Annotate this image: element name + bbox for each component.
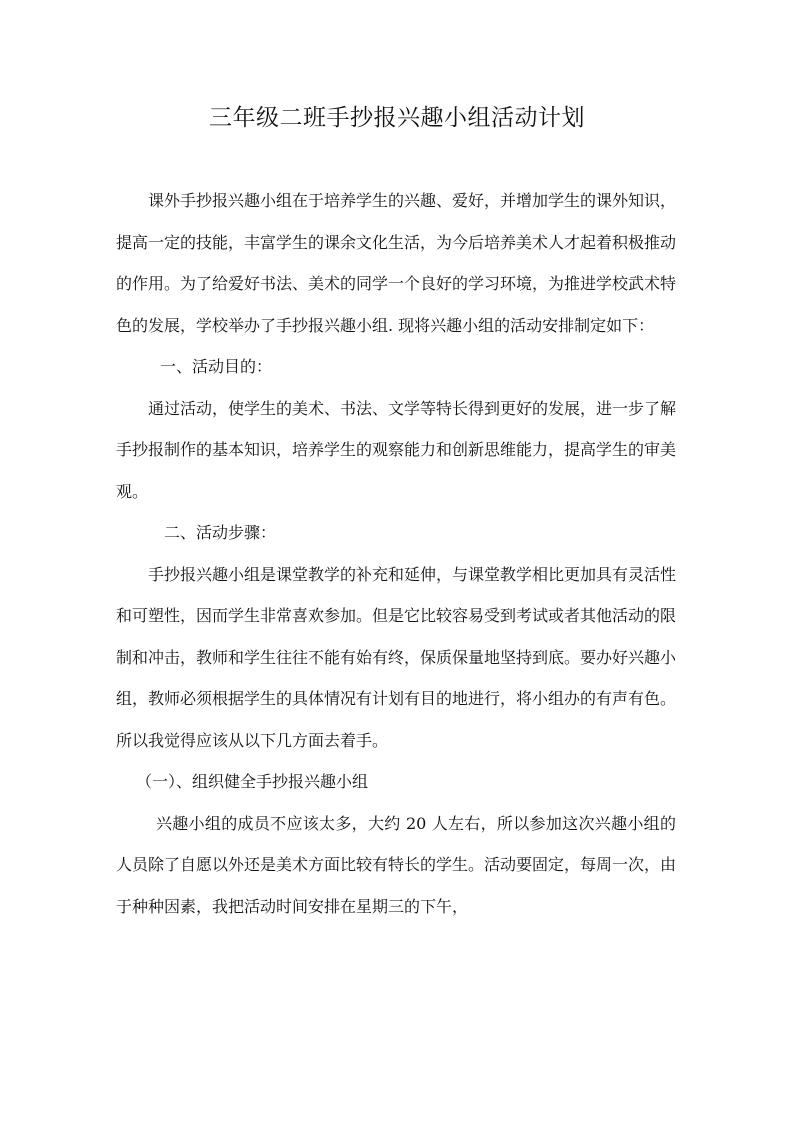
subsection-heading-organize: （一）、组织健全手抄报兴趣小组 <box>136 772 369 791</box>
subsection-body-organize: 兴趣小组的成员不应该太多，大约 20 人左右，所以参加这次兴趣小组的人员除了自愿以外还是美术方面比较有特长的学生。活动要固定，每周一次，由于种种因素，我把活动时间安排在星期三的下午， <box>116 813 677 916</box>
section-body-steps: 手抄报兴趣小组是课堂教学的补充和延伸，与课堂教学相比更加具有灵活性和可塑性，因而学生非常喜欢参加。但是它比较容易受到考试或者其他活动的限制和冲击，教师和学生往往不能有始有终，保质保量地坚持到底。要办好兴趣小组，教师必须根据学生的具体情况有计划有目的地进行，将小组办的有声有色。所以我觉得应该从以下几方面去着手。 <box>116 564 677 750</box>
intro-paragraph: 课外手抄报兴趣小组在于培养学生的兴趣、爱好，并增加学生的课外知识，提高一定的技能，丰富学生的课余文化生活，为今后培养美术人才起着积极推动的作用。为了给爱好书法、美术的同学一个良好的学习环境，为推进学校武术特色的发展，学校举办了手抄报兴趣小组. 现将兴趣小组的活动安排制定如下： <box>116 191 677 335</box>
document-title: 三年级二班手抄报兴趣小组活动计划 <box>209 105 585 131</box>
section-heading-steps: 二、活动步骤： <box>164 523 277 542</box>
document-body <box>116 180 676 927</box>
section-heading-purpose: 一、活动目的： <box>160 357 273 376</box>
section-body-purpose: 通过活动，使学生的美术、书法、文学等特长得到更好的发展，进一步了解手抄报制作的基本知识，培养学生的观察能力和创新思维能力，提高学生的审美观。 <box>116 398 677 501</box>
